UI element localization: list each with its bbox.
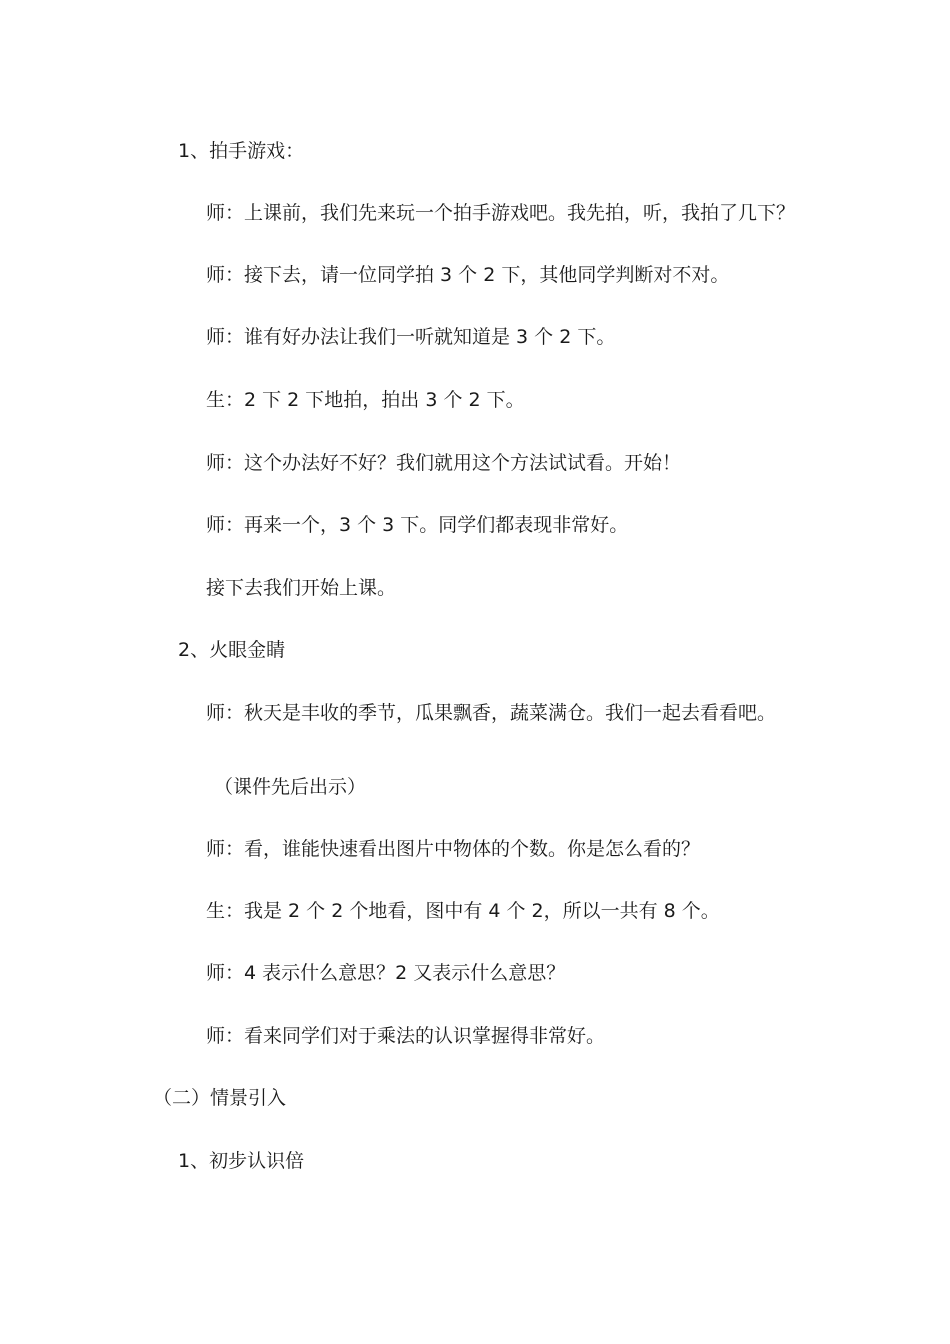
dialogue-line: 生：2 下 2 下地拍，拍出 3 个 2 下。 (206, 389, 525, 411)
dialogue-line: 师：接下去，请一位同学拍 3 个 2 下，其他同学判断对不对。 (206, 264, 730, 286)
part-heading-scenario-intro: （二）情景引入 (153, 1087, 287, 1109)
dialogue-line: 师：看，谁能快速看出图片中物体的个数。你是怎么看的？ (206, 838, 701, 860)
dialogue-line: 师：上课前，我们先来玩一个拍手游戏吧。我先拍，听，我拍了几下？ (206, 202, 796, 224)
section-heading-clapping-game: 1、拍手游戏： (178, 140, 305, 162)
dialogue-line: 接下去我们开始上课。 (206, 577, 397, 599)
stage-direction: （课件先后出示） (214, 776, 367, 798)
dialogue-line: 师：秋天是丰收的季节，瓜果飘香，蔬菜满仓。我们一起去看看吧。 (206, 702, 777, 724)
sub-heading-initial-understanding: 1、初步认识倍 (178, 1150, 305, 1172)
section-heading-sharp-eyes: 2、火眼金睛 (178, 639, 286, 661)
dialogue-line: 师：看来同学们对于乘法的认识掌握得非常好。 (206, 1025, 606, 1047)
dialogue-line: 师：这个办法好不好？我们就用这个方法试试看。开始！ (206, 452, 682, 474)
dialogue-line: 生：我是 2 个 2 个地看，图中有 4 个 2，所以一共有 8 个。 (206, 900, 720, 922)
dialogue-line: 师：4 表示什么意思？2 又表示什么意思？ (206, 962, 566, 984)
dialogue-line: 师：谁有好办法让我们一听就知道是 3 个 2 下。 (206, 326, 616, 348)
dialogue-line: 师：再来一个，3 个 3 下。同学们都表现非常好。 (206, 514, 629, 536)
